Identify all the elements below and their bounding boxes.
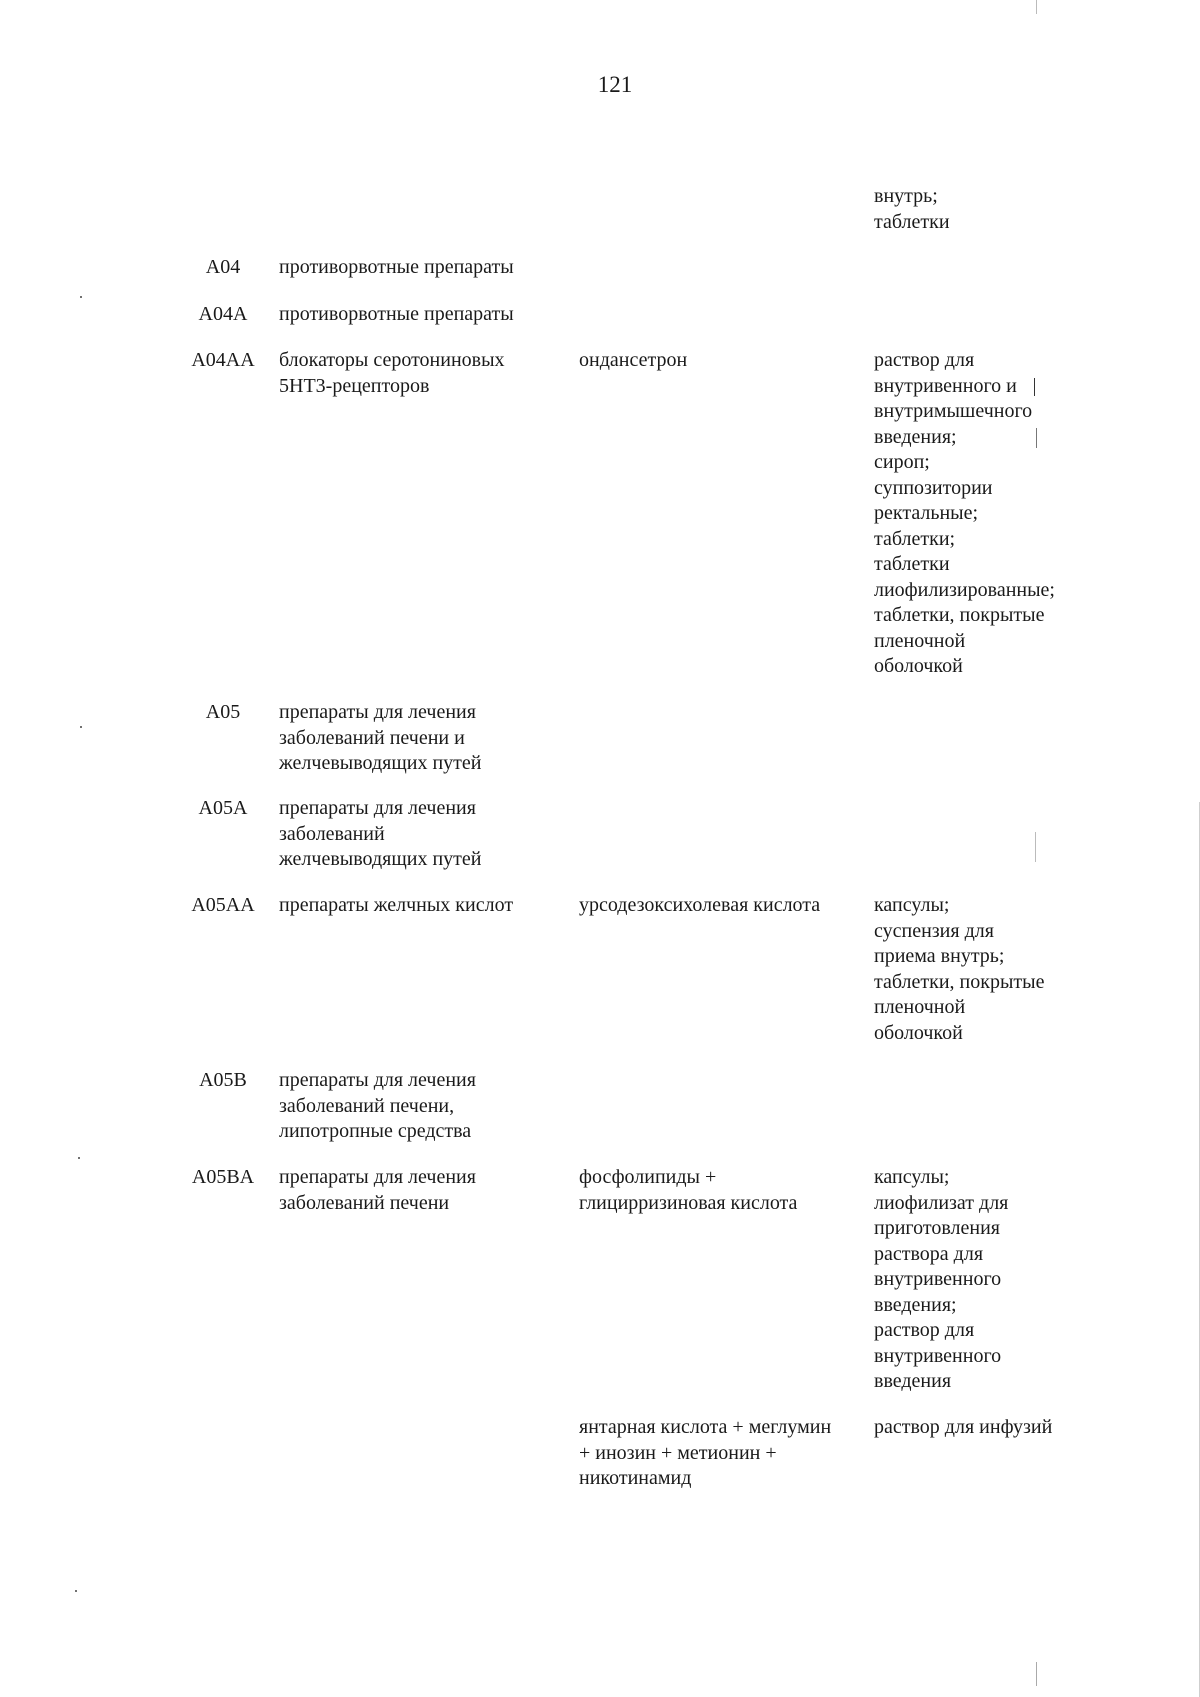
atc-group-name: препараты для лечения заболеваний печени, липотропные средства xyxy=(279,1069,476,1142)
atc-code: A05AA xyxy=(191,894,255,916)
page-number: 121 xyxy=(597,72,633,97)
scan-tick xyxy=(1036,0,1037,14)
atc-group-name: противорвотные препараты xyxy=(279,303,514,325)
scan-tick xyxy=(1036,1662,1037,1686)
scan-speck xyxy=(80,296,82,298)
atc-group-name: блокаторы серотониновых 5HT3-рецепторов xyxy=(279,349,505,397)
scan-speck xyxy=(75,1590,77,1592)
dosage-form: раствор для внутривенного и внутримышечного введения; сироп; суппозитории ректальные; таблетки; таблетки лиофилизированные; таблетки, покрытые пленочной оболочкой xyxy=(874,349,1055,677)
atc-group-name: препараты желчных кислот xyxy=(279,894,514,916)
atc-group-name: препараты для лечения заболеваний печени и желчевыводящих путей xyxy=(279,701,482,774)
atc-code: A05A xyxy=(198,797,248,819)
atc-code: A04AA xyxy=(191,349,255,371)
atc-code: A05 xyxy=(205,701,241,723)
scan-tick xyxy=(1036,428,1037,448)
scan-tick xyxy=(1035,832,1036,862)
scan-speck xyxy=(80,726,82,728)
atc-code: A04 xyxy=(205,256,241,278)
atc-code: A05B xyxy=(199,1069,247,1091)
dosage-form: раствор для инфузий xyxy=(874,1416,1053,1438)
atc-code: A04A xyxy=(198,303,248,325)
drug-name: ондансетрон xyxy=(579,349,688,371)
atc-code: A05BA xyxy=(191,1166,255,1188)
drug-name: янтарная кислота + меглумин + инозин + метионин + никотинамид xyxy=(579,1416,832,1489)
dosage-form: капсулы; лиофилизат для приготовления раствора для внутривенного введения; раствор для внутривенного введения xyxy=(874,1166,1009,1392)
atc-group-name: препараты для лечения заболеваний печени xyxy=(279,1166,476,1214)
drug-name: фосфолипиды + глицирризиновая кислота xyxy=(579,1166,798,1214)
scan-speck xyxy=(78,1157,80,1159)
continuation-dosage-form: внутрь; таблетки xyxy=(874,185,950,233)
scan-tick xyxy=(1034,378,1035,396)
atc-group-name: препараты для лечения заболеваний желчевыводящих путей xyxy=(279,797,482,870)
atc-group-name: противорвотные препараты xyxy=(279,256,514,278)
drug-name: урсодезоксихолевая кислота xyxy=(579,894,821,916)
dosage-form: капсулы; суспензия для приема внутрь; таблетки, покрытые пленочной оболочкой xyxy=(874,894,1045,1044)
